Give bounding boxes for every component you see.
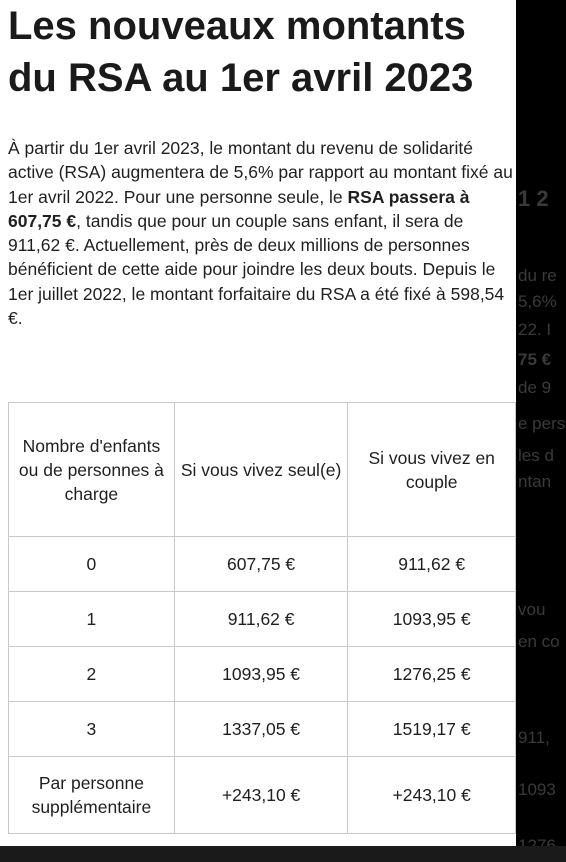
bottom-edge: [0, 846, 566, 862]
cell-couple: +243,10 €: [348, 757, 516, 834]
background-text: 911,: [518, 728, 550, 747]
background-text: e pers: [518, 414, 566, 433]
table-row: [9, 647, 516, 702]
cell-single: 607,75 €: [174, 537, 348, 592]
cell-couple: 1276,25 €: [348, 647, 516, 702]
cell-single: 1093,95 €: [174, 647, 348, 702]
title-line-1: Les nouveaux montants: [8, 4, 466, 48]
cell-single: 1337,05 €: [174, 702, 348, 757]
cell-couple: 1093,95 €: [348, 592, 516, 647]
header-single: Si vous vivez seul(e): [174, 403, 348, 537]
cell-single: +243,10 €: [174, 757, 348, 834]
table-row: [9, 537, 516, 592]
background-page: [512, 0, 566, 862]
cell-dependents: 1: [9, 592, 175, 647]
background-text: vou: [518, 600, 546, 619]
header-dependents: Nombre d'enfants ou de personnes à charge: [9, 403, 175, 537]
background-text: 75 €: [518, 350, 552, 369]
rsa-amounts-table: [8, 402, 516, 834]
cell-dependents: 0: [9, 537, 175, 592]
intro-text-2: , tandis que pour un couple sans enfant, il sera de 911,62 €. Actuellement, près de deux millions de personnes bénéficient de cette aide pour joindre les deux bouts. Depuis le 1er juillet 2022, le montant forfaitaire du RSA a été fixé à 598,54 €.: [8, 210, 505, 329]
intro-highlight: RSA passera à 607,75 €: [8, 186, 470, 231]
background-text: de 9: [518, 378, 552, 397]
cell-dependents: Par personne supplémentaire: [9, 757, 175, 834]
table-row: [9, 757, 516, 834]
page-title: [8, 0, 516, 104]
background-text: les d: [518, 446, 554, 465]
background-text: 5,6%: [518, 292, 557, 311]
table-row: [9, 592, 516, 647]
background-text: du re: [518, 266, 557, 285]
intro-paragraph: [8, 136, 513, 330]
background-text: 1 2: [518, 186, 549, 211]
cell-dependents: 2: [9, 647, 175, 702]
cell-dependents: 3: [9, 702, 175, 757]
background-text: en co: [518, 632, 560, 651]
table-header-row: [9, 403, 516, 537]
cell-couple: 1519,17 €: [348, 702, 516, 757]
background-text: 1093: [518, 780, 556, 799]
header-couple: Si vous vivez en couple: [348, 403, 516, 537]
cell-single: 911,62 €: [174, 592, 348, 647]
background-text: 22. I: [518, 320, 552, 339]
background-text: ntan: [518, 472, 552, 491]
table-row: [9, 702, 516, 757]
title-line-2: du RSA au 1er avril 2023: [8, 56, 474, 100]
intro-text-1: À partir du 1er avril 2023, le montant du revenu de solidarité active (RSA) augmentera de 5,6% par rapport au montant fixé au 1er avril 2022. Pour une personne seule, le: [8, 138, 513, 207]
cell-couple: 911,62 €: [348, 537, 516, 592]
